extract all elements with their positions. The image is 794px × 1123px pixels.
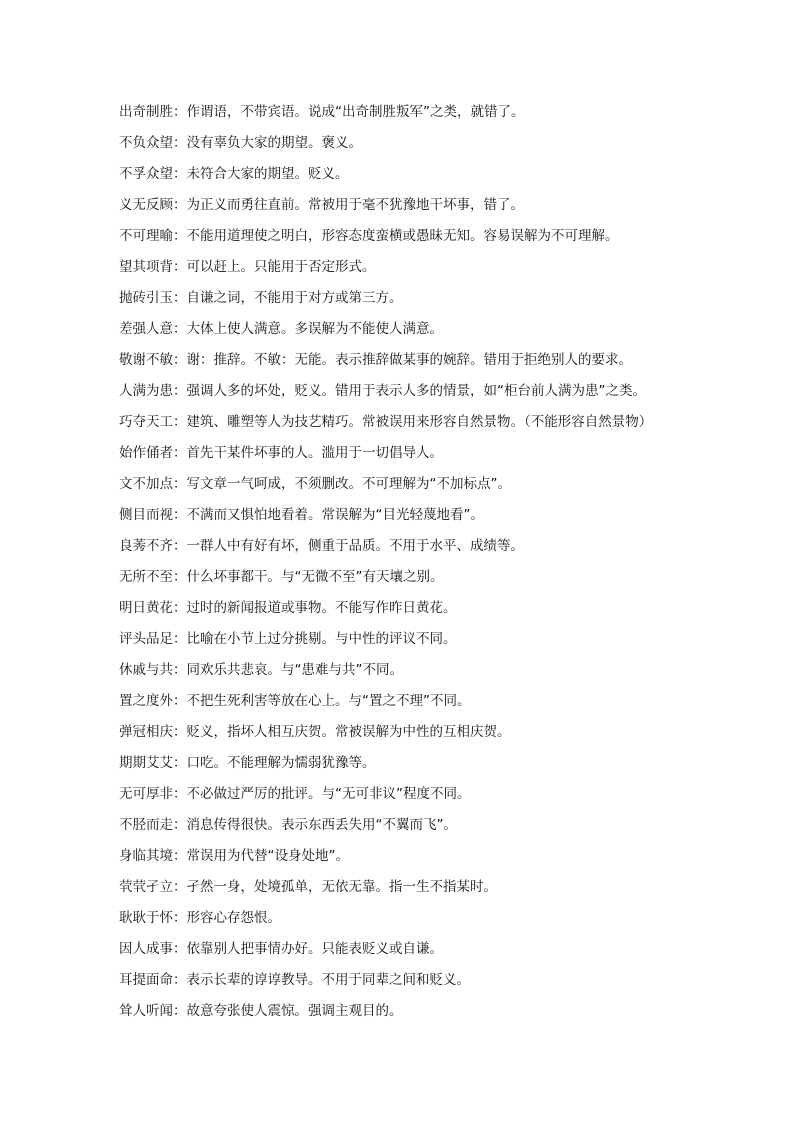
idiom-explanation: 可以赶上。只能用于否定形式。	[186, 259, 376, 275]
idiom-term: 义无反顾	[119, 197, 173, 213]
idiom-explanation: 不能用道理使之明白，形容态度蛮横或愚昧无知。容易误解为不可理解。	[186, 228, 619, 244]
idiom-term: 耿耿于怀	[119, 910, 173, 926]
idiom-explanation: 贬义，指坏人相互庆贺。常被误解为中性的互相庆贺。	[186, 724, 511, 740]
idiom-term: 不孚众望	[119, 166, 173, 182]
idiom-term: 望其项背	[119, 259, 173, 275]
idiom-entry	[119, 442, 739, 473]
idiom-separator: ：	[173, 445, 187, 461]
idiom-entry	[119, 380, 739, 411]
idiom-entry	[119, 690, 739, 721]
idiom-term: 休戚与共	[119, 662, 173, 678]
idiom-explanation: 作谓语，不带宾语。说成“出奇制胜叛军”之类，就错了。	[186, 104, 525, 120]
idiom-explanation: 孑然一身，处境孤单，无依无靠。指一生不指某时。	[186, 879, 497, 895]
idiom-explanation: 同欢乐共悲哀。与“患难与共”不同。	[186, 662, 403, 678]
idiom-term: 评头品足	[119, 631, 173, 647]
idiom-separator: ：	[173, 135, 187, 151]
idiom-entry	[119, 256, 739, 287]
idiom-separator: ：	[173, 879, 187, 895]
idiom-term: 置之度外	[119, 693, 173, 709]
idiom-separator: ：	[173, 476, 187, 492]
idiom-entry	[119, 163, 739, 194]
idiom-separator: ：	[173, 941, 187, 957]
idiom-entry	[119, 969, 739, 1000]
idiom-entry	[119, 349, 739, 380]
idiom-explanation: 不满而又惧怕地看着。常误解为“目光轻蔑地看”。	[186, 507, 484, 523]
idiom-separator: ：	[173, 259, 187, 275]
idiom-entry	[119, 566, 739, 597]
idiom-explanation: 未符合大家的期望。贬义。	[186, 166, 349, 182]
idiom-entry	[119, 504, 739, 535]
idiom-term: 始作俑者	[119, 445, 173, 461]
idiom-explanation: 建筑、雕塑等人为技艺精巧。常被误用来形容自然景物。（不能形容自然景物）	[186, 414, 653, 430]
idiom-term: 耳提面命	[119, 972, 173, 988]
idiom-separator: ：	[173, 414, 187, 430]
idiom-explanation: 强调人多的坏处，贬义。错用于表示人多的情景，如“柜台前人满为患”之类。	[186, 383, 646, 399]
idiom-explanation: 首先干某件坏事的人。滥用于一切倡导人。	[186, 445, 443, 461]
idiom-separator: ：	[173, 848, 187, 864]
idiom-entry	[119, 287, 739, 318]
idiom-separator: ：	[173, 1003, 187, 1019]
idiom-entry	[119, 318, 739, 349]
idiom-term: 差强人意	[119, 321, 173, 337]
idiom-explanation: 常误用为代替“设身处地”。	[186, 848, 349, 864]
idiom-term: 良莠不齐	[119, 538, 173, 554]
idiom-entry	[119, 907, 739, 938]
idiom-separator: ：	[173, 197, 187, 213]
idiom-separator: ：	[173, 290, 187, 306]
idiom-entry	[119, 194, 739, 225]
idiom-entry	[119, 225, 739, 256]
idiom-separator: ：	[173, 600, 187, 616]
idiom-term: 弹冠相庆	[119, 724, 173, 740]
idiom-separator: ：	[173, 507, 187, 523]
idiom-separator: ：	[173, 910, 187, 926]
idiom-entry	[119, 132, 739, 163]
idiom-entry	[119, 752, 739, 783]
idiom-explanation: 没有辜负大家的期望。褒义。	[186, 135, 362, 151]
idiom-entry	[119, 411, 739, 442]
idiom-term: 侧目而视	[119, 507, 173, 523]
idiom-entry	[119, 845, 739, 876]
idiom-explanation: 口吃。不能理解为懦弱犹豫等。	[186, 755, 376, 771]
idiom-separator: ：	[173, 228, 187, 244]
idiom-term: 无所不至	[119, 569, 173, 585]
idiom-term: 巧夺天工	[119, 414, 173, 430]
idiom-entry	[119, 783, 739, 814]
idiom-explanation: 过时的新闻报道或事物。不能写作昨日黄花。	[186, 600, 457, 616]
idiom-entry	[119, 597, 739, 628]
idiom-separator: ：	[173, 166, 187, 182]
idiom-explanation: 形容心存怨恨。	[186, 910, 281, 926]
idiom-term: 茕茕孑立	[119, 879, 173, 895]
idiom-term: 出奇制胜	[119, 104, 173, 120]
idiom-explanation: 谢：推辞。不敏：无能。表示推辞做某事的婉辞。错用于拒绝别人的要求。	[186, 352, 632, 368]
idiom-separator: ：	[173, 631, 187, 647]
idiom-term: 敬谢不敏	[119, 352, 173, 368]
idiom-entry	[119, 1000, 739, 1031]
idiom-explanation: 表示长辈的谆谆教导。不用于同辈之间和贬义。	[186, 972, 470, 988]
idiom-entry	[119, 721, 739, 752]
idiom-term: 耸人听闻	[119, 1003, 173, 1019]
idiom-separator: ：	[173, 538, 187, 554]
idiom-explanation: 什么坏事都干。与“无微不至”有天壤之别。	[186, 569, 444, 585]
idiom-entry	[119, 628, 739, 659]
idiom-separator: ：	[173, 817, 187, 833]
idiom-term: 期期艾艾	[119, 755, 173, 771]
idiom-explanation: 自谦之词，不能用于对方或第三方。	[186, 290, 403, 306]
idiom-separator: ：	[173, 321, 187, 337]
idiom-explanation: 大体上使人满意。多误解为不能使人满意。	[186, 321, 443, 337]
idiom-term: 不负众望	[119, 135, 173, 151]
idiom-term: 身临其境	[119, 848, 173, 864]
document-body	[119, 101, 739, 1031]
idiom-separator: ：	[173, 786, 187, 802]
idiom-separator: ：	[173, 352, 187, 368]
idiom-entry	[119, 101, 739, 132]
idiom-separator: ：	[173, 383, 187, 399]
idiom-explanation: 不把生死利害等放在心上。与“置之不理”不同。	[186, 693, 471, 709]
idiom-term: 文不加点	[119, 476, 173, 492]
idiom-entry	[119, 814, 739, 845]
idiom-explanation: 不必做过严厉的批评。与“无可非议”程度不同。	[186, 786, 471, 802]
idiom-entry	[119, 938, 739, 969]
idiom-explanation: 故意夸张使人震惊。强调主观目的。	[186, 1003, 403, 1019]
idiom-entry	[119, 876, 739, 907]
idiom-list	[119, 101, 739, 1031]
idiom-explanation: 消息传得很快。表示东西丢失用“不翼而飞”。	[186, 817, 457, 833]
idiom-entry	[119, 659, 739, 690]
idiom-separator: ：	[173, 662, 187, 678]
idiom-term: 不可理喻	[119, 228, 173, 244]
idiom-term: 抛砖引玉	[119, 290, 173, 306]
idiom-separator: ：	[173, 569, 187, 585]
idiom-separator: ：	[173, 972, 187, 988]
idiom-explanation: 一群人中有好有坏，侧重于品质。不用于水平、成绩等。	[186, 538, 524, 554]
idiom-entry	[119, 535, 739, 566]
idiom-term: 无可厚非	[119, 786, 173, 802]
idiom-term: 明日黄花	[119, 600, 173, 616]
idiom-explanation: 比喻在小节上过分挑剔。与中性的评议不同。	[186, 631, 457, 647]
idiom-term: 因人成事	[119, 941, 173, 957]
idiom-explanation: 为正义而勇往直前。常被用于毫不犹豫地干坏事，错了。	[186, 197, 524, 213]
idiom-term: 不胫而走	[119, 817, 173, 833]
idiom-explanation: 依靠别人把事情办好。只能表贬义或自谦。	[186, 941, 443, 957]
idiom-separator: ：	[173, 755, 187, 771]
idiom-separator: ：	[173, 693, 187, 709]
idiom-entry	[119, 473, 739, 504]
idiom-separator: ：	[173, 724, 187, 740]
idiom-separator: ：	[173, 104, 187, 120]
idiom-term: 人满为患	[119, 383, 173, 399]
idiom-explanation: 写文章一气呵成，不须删改。不可理解为“不加标点”。	[186, 476, 511, 492]
